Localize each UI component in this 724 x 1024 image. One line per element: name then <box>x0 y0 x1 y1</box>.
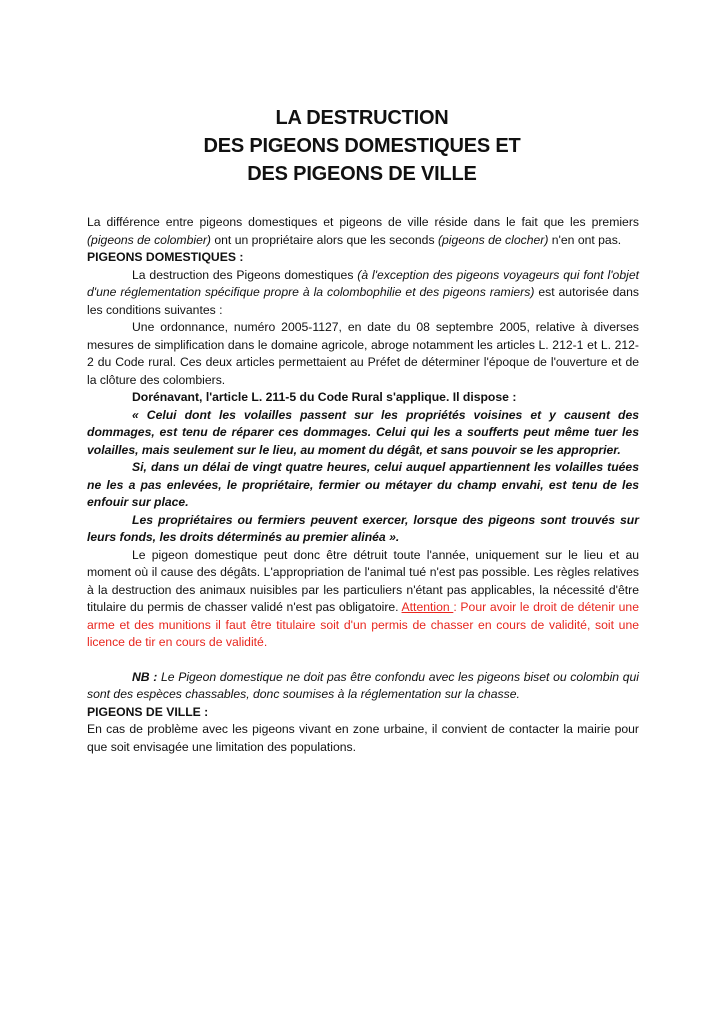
quote-paragraph-1: « Celui dont les volailles passent sur les propriétés voisines et y causent des dommages, est tenu de réparer ces dommages. Celui qui les a soufferts peut même tuer les volailles, mais seulement sur le lieu, au moment du dégât, et sans pouvoir se les approprier. <box>87 407 639 457</box>
nb-text: Le Pigeon domestique ne doit pas être confondu avec les pigeons biset ou colombin qui sont des espèces chassables, donc soumises à la réglementation sur la chasse. <box>87 669 639 701</box>
attention-text: : Pour avoir le droit de détenir une arme et des munitions il faut être titulaire soit d'un permis de chasser en cours de validité, soit une licence de tir en cours de validité. <box>87 600 639 649</box>
intro-italic-1: (pigeons de colombier) <box>87 232 211 247</box>
section-heading-domestic: PIGEONS DOMESTIQUES : <box>87 250 244 264</box>
document-body <box>87 214 639 756</box>
attention-label: Attention <box>401 600 454 614</box>
paragraph-destruction-rules <box>87 547 639 652</box>
p1-italic: (à l'exception des pigeons voyageurs qui font l'objet d'une réglementation spécifique propre à la colombophilie et des pigeons ramiers) <box>87 267 639 299</box>
intro-text-3: n'en ont pas. <box>548 232 622 247</box>
p1-text-1: La destruction des Pigeons domestiques <box>132 267 358 282</box>
paragraph-spacer <box>87 652 639 669</box>
document-title <box>80 104 644 188</box>
intro-text-1: La différence entre pigeons domestiques et pigeons de ville réside dans le fait que les premiers <box>87 215 639 229</box>
intro-text-2: ont un propriétaire alors que les seconds <box>210 232 438 247</box>
paragraph-destruction-conditions <box>87 267 639 320</box>
nb-paragraph <box>87 669 639 704</box>
quote-paragraph-3: Les propriétaires ou fermiers peuvent exercer, lorsque des pigeons sont trouvés sur leurs fonds, les droits déterminés au premier alinéa ». <box>87 512 639 544</box>
title-line-1: LA DESTRUCTION <box>275 107 449 129</box>
title-line-3: DES PIGEONS DE VILLE <box>247 163 477 185</box>
paragraph-city-pigeons: En cas de problème avec les pigeons vivant en zone urbaine, il convient de contacter la mairie pour que soit envisagée une limitation des populations. <box>87 722 639 754</box>
quote-paragraph-2: Si, dans un délai de vingt quatre heures, celui auquel appartiennent les volailles tuées ne les a pas enlevées, le propriétaire, fermier ou métayer du champ envahi, est tenu de les enfouir sur place. <box>87 460 639 509</box>
nb-label: NB : <box>132 669 158 684</box>
section-heading-city: PIGEONS DE VILLE : <box>87 704 209 719</box>
title-line-2: DES PIGEONS DOMESTIQUES ET <box>203 135 521 157</box>
p1-text-2: est autorisée dans les conditions suivantes : <box>87 285 640 317</box>
paragraph-ordonnance: Une ordonnance, numéro 2005-1127, en date du 08 septembre 2005, relative à diverses mesures de simplification dans le domaine agricole, abroge notamment les articles L. 212-1 et L. 212-2 du Code rural. Ces deux articles permettaient au Préfet de déterminer l'époque de l'ouverture et de la clôture des colombiers. <box>87 320 639 387</box>
paragraph-article-reference: Dorénavant, l'article L. 211-5 du Code Rural s'applique. Il dispose : <box>132 390 517 404</box>
p4-text: Le pigeon domestique peut donc être détruit toute l'année, uniquement sur le lieu et au moment où il cause des dégâts. L'appropriation de l'animal tué n'est pas possible. Les règles relatives à la destruction des animaux nuisibles par les particuliers n'étant pas applicables, la nécessité d'être titulaire du permis de chasser validé n'est pas obligatoire. <box>87 547 639 614</box>
intro-paragraph <box>87 214 639 249</box>
intro-italic-2: (pigeons de clocher) <box>437 232 549 247</box>
